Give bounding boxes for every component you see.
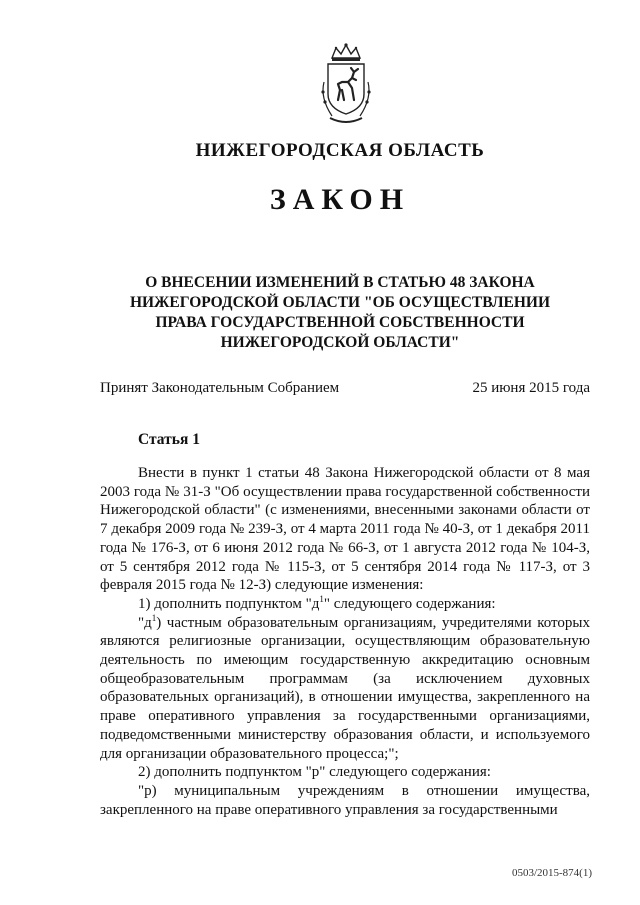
law-title-line: НИЖЕГОРОДСКОЙ ОБЛАСТИ "ОБ ОСУЩЕСТВЛЕНИИ (129, 294, 551, 311)
document-type: ЗАКОН (269, 183, 411, 216)
item-1-text: "$д^1$) частным образовательным организациям, учредителями которых являются религиозные организации, осуществляющим образовательную деятельность по имеющим государственную аккредитацию основным общеобразовательным программам (за исключением духовных образовательных организаций), в отношении имущества, закрепленного на праве оперативного управления за государственными организациями, подведомственными министерству образования области, и используемого для организации образовательного процесса;"; (100, 612, 590, 762)
adoption-date: 25 июня 2015 года (472, 380, 590, 396)
article-heading: Статья 1 (138, 431, 200, 448)
adopted-by: Принят Законодательным Собранием (100, 380, 340, 396)
item-1: 1) дополнить подпунктом "$д^1$" следующего содержания: (138, 593, 496, 612)
article-body (100, 464, 590, 819)
law-title-line: ПРАВА ГОСУДАРСТВЕННОЙ СОБСТВЕННОСТИ (155, 314, 525, 331)
law-title-line: НИЖЕГОРОДСКОЙ ОБЛАСТИ" (220, 334, 460, 351)
item-2-text: "р) муниципальным учреждениям в отношении имущества, закрепленного на праве оперативного управления за государственными (100, 782, 590, 818)
law-title (100, 273, 580, 353)
document-code: 0503/2015-874(1) (511, 867, 592, 879)
article-intro: Внести в пункт 1 статьи 48 Закона Нижегородской области от 8 мая 2003 года № 31-З "Об осуществлении права государственной собственности Нижегородской области" (с изменениями, внесенными законами области от 7 декабря 2009 года № 239-З, от 4 марта 2011 года № 40-З, от 1 декабря 2011 года № 176-З, от 6 июня 2012 года № 66-З, от 1 августа 2012 года № 104-З, от 5 сентября 2012 года № 115-З, от 5 сентября 2014 года № 117-З, от 3 февраля 2015 года № 12-З) следующие изменения: (100, 465, 590, 594)
item-2: 2) дополнить подпунктом "р" следующего содержания: (138, 764, 491, 781)
adoption-row (100, 380, 590, 397)
region-name: НИЖЕГОРОДСКАЯ ОБЛАСТЬ (195, 140, 485, 161)
coat-of-arms-deer-icon (314, 42, 378, 128)
law-title-line: О ВНЕСЕНИИ ИЗМЕНЕНИЙ В СТАТЬЮ 48 ЗАКОНА (145, 274, 535, 291)
